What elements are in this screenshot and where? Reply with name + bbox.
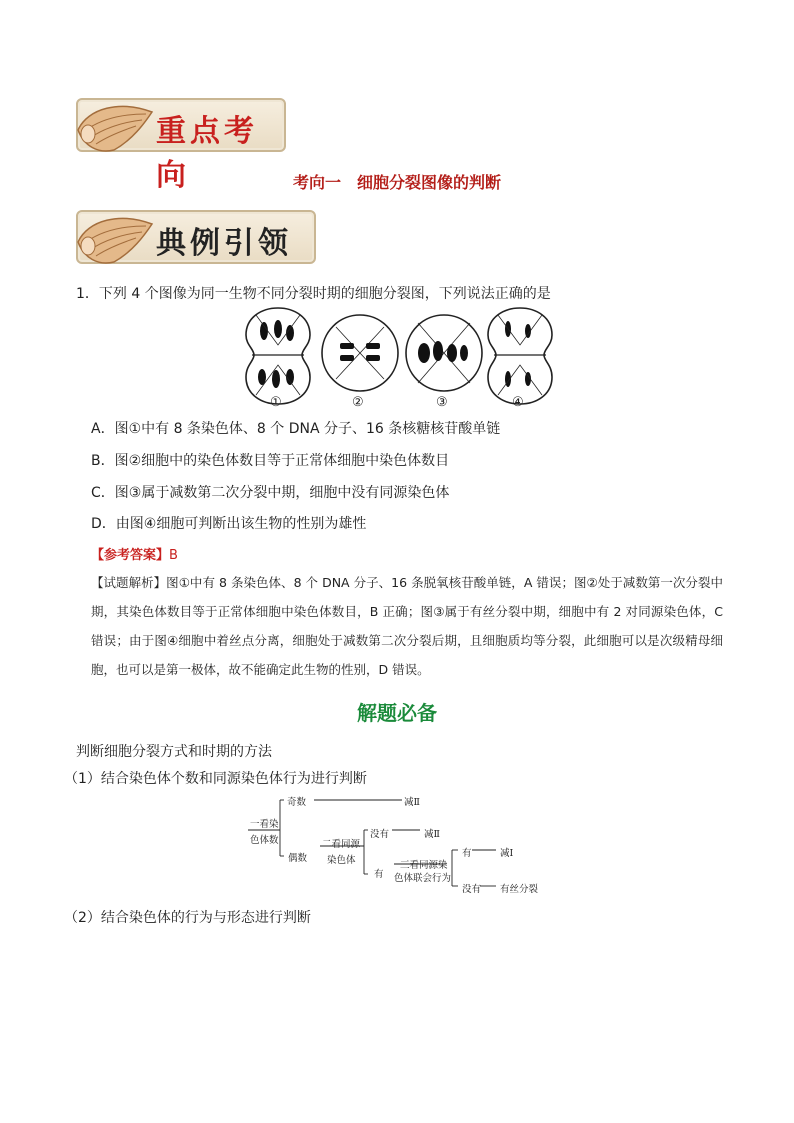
tree-root-bottom: 色体数 (250, 835, 279, 846)
option-c: C．图③属于减数第二次分裂中期，细胞中没有同源染色体 (91, 485, 450, 501)
cell-figure-4 (488, 308, 552, 404)
tree-third-top: 三看同源染 (400, 860, 448, 871)
essentials-point-1: （1）结合染色体个数和同源染色体行为进行判断 (64, 771, 367, 787)
tree-second-bottom: 染色体 (327, 855, 356, 866)
banner-title: 典例引领 (156, 226, 292, 261)
essentials-title: 解题必备 (357, 701, 437, 725)
figure-label-1: ① (270, 395, 282, 410)
shell-icon (74, 206, 156, 268)
option-a: A．图①中有 8 条染色体、8 个 DNA 分子、16 条核糖核苷酸单链 (91, 421, 501, 437)
figure-label-4: ④ (512, 395, 524, 410)
tree-root-top: 一看染 (250, 819, 279, 830)
banner-typical-examples (76, 210, 316, 264)
question-number: 1． (76, 286, 99, 302)
tree-have2: 有 (462, 848, 472, 859)
essentials-point-2: （2）结合染色体的行为与形态进行判断 (64, 910, 311, 926)
question-stem (76, 283, 551, 303)
banner-key-directions (76, 98, 286, 193)
tree-have: 有 (374, 869, 384, 880)
figure-label-2: ② (352, 395, 364, 410)
tree-none2-result: 有丝分裂 (500, 884, 539, 895)
tree-none-result: 减Ⅱ (424, 829, 440, 840)
tree-have2-result: 减Ⅰ (500, 848, 514, 859)
tree-third-bottom: 色体联会行为 (394, 873, 452, 884)
figure-label-3: ③ (436, 395, 448, 410)
section-title: 考向一 细胞分裂图像的判断 (292, 173, 501, 192)
explanation (91, 568, 723, 684)
cell-figure-2 (322, 315, 398, 391)
answer-value: B (169, 548, 178, 563)
explanation-label: 【试题解析】 (91, 575, 167, 590)
cell-figure-1 (246, 308, 310, 404)
tree-odd: 奇数 (287, 797, 307, 808)
tree-odd-result: 减Ⅱ (404, 797, 420, 808)
shell-icon (74, 94, 156, 156)
explanation-text: 图①中有 8 条染色体、8 个 DNA 分子、16 条脱氧核苷酸单链，A 错误；图②处于减数第一次分裂中期，其染色体数目等于正常体细胞中染色体数目，B 正确；图③属于有丝分裂中期，细胞中有 2 对同源染色体，C 错误；由于图④细胞中着丝点分离，细胞处于减数第二次分裂后期，且细胞质均等分裂，此细胞可以是次级精母细胞，也可以是第一极体，故不能确定此生物的性别，D 错误。 (91, 575, 723, 677)
option-b: B．图②细胞中的染色体数目等于正常体细胞中染色体数目 (91, 453, 450, 469)
tree-none: 没有 (370, 829, 390, 840)
answer-line (91, 544, 178, 563)
option-d: D．由图④细胞可判断出该生物的性别为雄性 (91, 516, 367, 532)
question-text: 下列 4 个图像为同一生物不同分裂时期的细胞分裂图，下列说法正确的是 (98, 286, 551, 302)
answer-label: 【参考答案】 (91, 548, 170, 563)
tree-second-top: 二看同源 (322, 839, 361, 850)
tree-even: 偶数 (288, 853, 308, 864)
essentials-intro: 判断细胞分裂方式和时期的方法 (76, 744, 272, 760)
cell-figure-3 (406, 315, 482, 391)
tree-none2: 没有 (462, 884, 482, 895)
banner-title: 重点考向 (156, 114, 258, 193)
